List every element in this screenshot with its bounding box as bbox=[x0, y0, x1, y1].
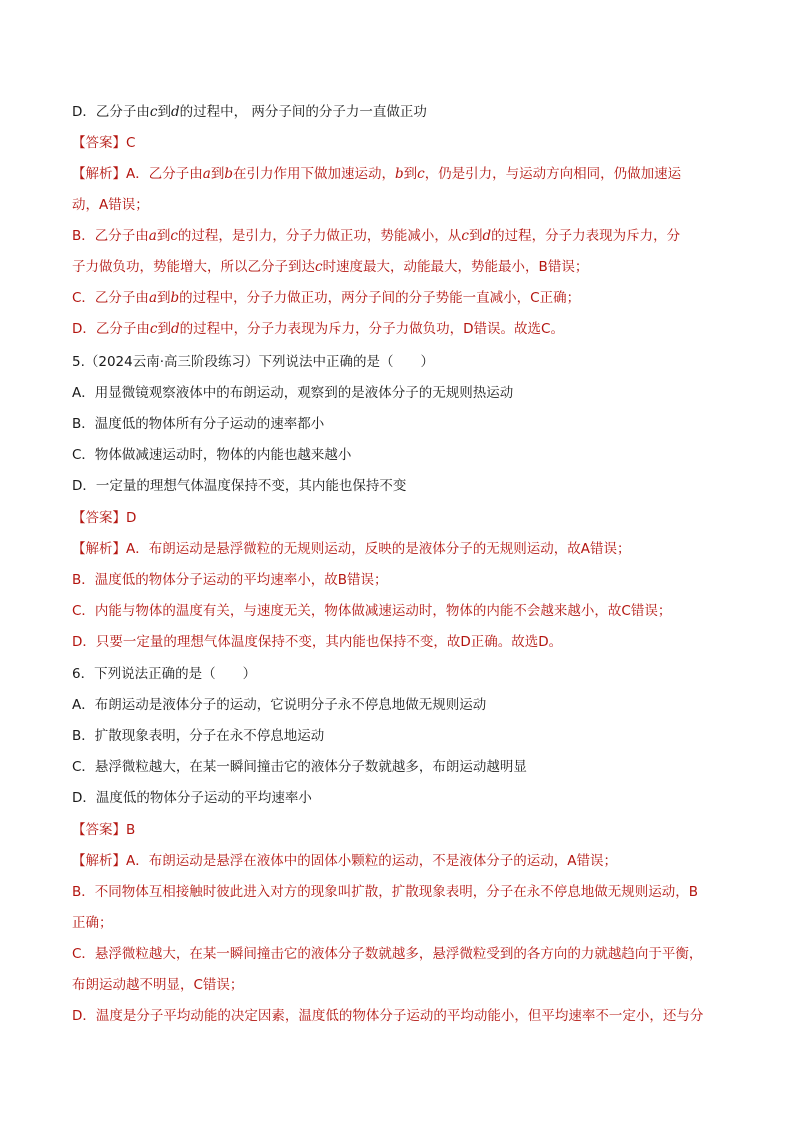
text: 到 bbox=[157, 104, 171, 120]
answer-value: D bbox=[126, 510, 137, 526]
q6-analysis-line2 bbox=[72, 882, 732, 902]
q5-option-b bbox=[72, 414, 732, 434]
variable: b bbox=[394, 166, 404, 182]
q6-option-d bbox=[72, 788, 732, 808]
q6-stem bbox=[72, 664, 732, 684]
text: 的过程中， 两分子间的分子力一直做正功 bbox=[179, 104, 427, 120]
q5-analysis-line4 bbox=[72, 632, 732, 652]
analysis-text: 正确； bbox=[72, 915, 113, 931]
text: 动，A错误； bbox=[72, 197, 149, 213]
text: 到 bbox=[210, 166, 225, 182]
variable: c bbox=[149, 104, 158, 120]
variable: c bbox=[149, 321, 158, 337]
q5-analysis-line2 bbox=[72, 570, 732, 590]
q5-option-a bbox=[72, 383, 732, 403]
q4-analysis-a-line1 bbox=[72, 164, 732, 184]
variable: d bbox=[170, 321, 180, 337]
variable: a bbox=[148, 290, 157, 306]
analysis-label: 【解析】 bbox=[72, 166, 126, 182]
text: C．乙分子由 bbox=[72, 290, 149, 306]
q6-analysis-line1 bbox=[72, 851, 732, 871]
analysis-text: A．布朗运动是悬浮微粒的无规则运动，反映的是液体分子的无规则运动，故A错误； bbox=[126, 541, 631, 557]
q4-analysis-a-line2 bbox=[72, 195, 732, 215]
q4-answer bbox=[72, 133, 732, 153]
q5-analysis-line3 bbox=[72, 601, 732, 621]
text: 的过程中，分子力做正功，两分子间的分子势能一直减小，C正确； bbox=[179, 290, 581, 306]
answer-value: C bbox=[126, 135, 136, 151]
variable: c bbox=[170, 228, 178, 244]
q6-option-b bbox=[72, 726, 732, 746]
variable: c bbox=[417, 166, 425, 182]
analysis-text: B．温度低的物体分子运动的平均速率小，故B错误； bbox=[72, 572, 388, 588]
option-text: C．物体做减速运动时，物体的内能也越来越小 bbox=[72, 447, 352, 463]
prev-option-d bbox=[72, 102, 732, 122]
text: D．乙分子由 bbox=[72, 104, 150, 120]
analysis-label: 【解析】 bbox=[72, 541, 126, 557]
q4-analysis-b-line1 bbox=[72, 226, 732, 246]
option-text: D．一定量的理想气体温度保持不变，其内能也保持不变 bbox=[72, 478, 407, 494]
q4-analysis-d-line bbox=[72, 319, 732, 339]
q5-analysis-line1 bbox=[72, 539, 732, 559]
analysis-text: D．只要一定量的理想气体温度保持不变，其内能也保持不变，故D正确。故选D。 bbox=[72, 634, 563, 650]
q6-analysis-line5 bbox=[72, 975, 732, 995]
option-text: A．布朗运动是液体分子的运动，它说明分子永不停息地做无规则运动 bbox=[72, 697, 487, 713]
variable: a bbox=[148, 228, 157, 244]
q6-answer bbox=[72, 820, 732, 840]
analysis-label: 【解析】 bbox=[72, 853, 126, 869]
text: 到 bbox=[157, 321, 171, 337]
option-text: B．温度低的物体所有分子运动的速率都小 bbox=[72, 416, 325, 432]
text: ，仍是引力，与运动方向相同，仍做加速运 bbox=[424, 166, 682, 182]
text: 的过程中，分子力表现为斥力，分子力做负功，D错误。故选C。 bbox=[179, 321, 564, 337]
text: B．乙分子由 bbox=[72, 228, 149, 244]
variable: b bbox=[170, 290, 180, 306]
q5-stem bbox=[72, 352, 732, 372]
text: D．乙分子由 bbox=[72, 321, 150, 337]
question-stem: 5.（2024云南·高三阶段练习）下列说法中正确的是（ ） bbox=[72, 354, 435, 370]
analysis-text: A．布朗运动是悬浮在液体中的固体小颗粒的运动，不是液体分子的运动，A错误； bbox=[126, 853, 617, 869]
variable: b bbox=[224, 166, 233, 182]
text: 的过程，是引力，分子力做正功，势能减小，从 bbox=[177, 228, 462, 244]
analysis-text: 布朗运动越不明显，C错误； bbox=[72, 977, 244, 993]
analysis-text: C．悬浮微粒越大，在某一瞬间撞击它的液体分子数就越多，悬浮微粒受到的各方向的力就越趋向于平衡， bbox=[72, 946, 703, 962]
analysis-text: D．温度是分子平均动能的决定因素，温度低的物体分子运动的平均动能小，但平均速率不一定小，还与分 bbox=[72, 1008, 704, 1024]
q6-option-a bbox=[72, 695, 732, 715]
q5-option-d bbox=[72, 476, 732, 496]
q5-answer bbox=[72, 508, 732, 528]
variable: c bbox=[461, 228, 469, 244]
q4-analysis-b-line2 bbox=[72, 257, 732, 277]
text: 到 bbox=[157, 290, 171, 306]
variable: c bbox=[315, 259, 323, 275]
answer-label: 【答案】 bbox=[72, 135, 126, 151]
q6-analysis-line6 bbox=[72, 1006, 732, 1026]
answer-label: 【答案】 bbox=[72, 510, 126, 526]
q6-analysis-line3 bbox=[72, 913, 732, 933]
text: 到 bbox=[403, 166, 418, 182]
text: A．乙分子由 bbox=[126, 166, 203, 182]
option-text: C．悬浮微粒越大，在某一瞬间撞击它的液体分子数就越多，布朗运动越明显 bbox=[72, 759, 527, 775]
option-text: D．温度低的物体分子运动的平均速率小 bbox=[72, 790, 312, 806]
text: 在引力作用下做加速运动， bbox=[232, 166, 395, 182]
option-text: B．扩散现象表明，分子在永不停息地运动 bbox=[72, 728, 325, 744]
text: 到 bbox=[156, 228, 171, 244]
answer-value: B bbox=[126, 822, 136, 838]
text: 时速度最大，动能最大，势能最小，B错误； bbox=[322, 259, 589, 275]
text: 到 bbox=[468, 228, 483, 244]
analysis-text: C．内能与物体的温度有关，与速度无关，物体做减速运动时，物体的内能不会越来越小，故C错误； bbox=[72, 603, 672, 619]
q6-option-c bbox=[72, 757, 732, 777]
variable: d bbox=[170, 104, 180, 120]
variable: d bbox=[482, 228, 492, 244]
answer-label: 【答案】 bbox=[72, 822, 126, 838]
option-text: A．用显微镜观察液体中的布朗运动，观察到的是液体分子的无规则热运动 bbox=[72, 385, 514, 401]
text: 的过程，分子力表现为斥力，分 bbox=[491, 228, 681, 244]
q5-option-c bbox=[72, 445, 732, 465]
analysis-text: B．不同物体互相接触时彼此进入对方的现象叫扩散，扩散现象表明，分子在永不停息地做无规则运动，B bbox=[72, 884, 699, 900]
variable: a bbox=[202, 166, 211, 182]
q6-analysis-line4 bbox=[72, 944, 732, 964]
text: 子力做负功，势能增大，所以乙分子到达 bbox=[72, 259, 315, 275]
question-stem: 6．下列说法正确的是（ ） bbox=[72, 666, 257, 682]
q4-analysis-c-line bbox=[72, 288, 732, 308]
